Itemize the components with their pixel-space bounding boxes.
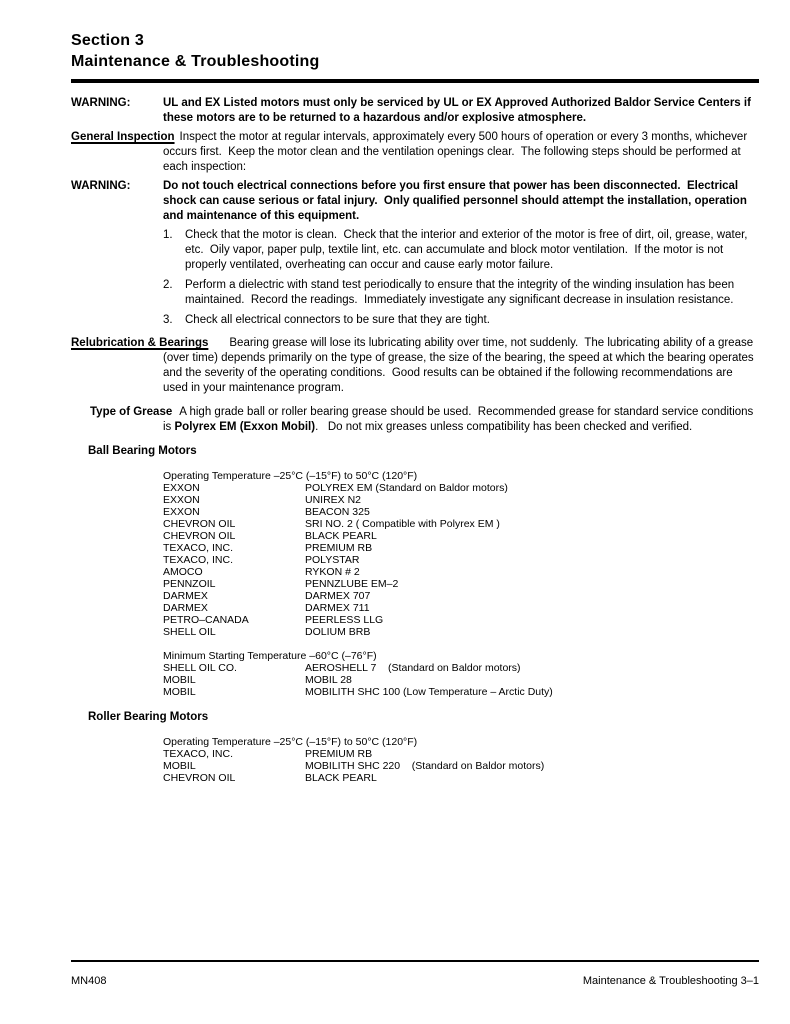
grease-company: PETRO–CANADA: [163, 614, 249, 626]
general-inspection-text: Inspect the motor at regular intervals, approximately every 500 hours of operation or every 3 months, whichever occurs first. Keep the motor clean and the ventilation openings clear. The following steps should be performed at each inspection:: [163, 131, 751, 173]
type-of-grease-text-bold: Polyrex EM (Exxon Mobil): [174, 421, 316, 433]
grease-product: AEROSHELL 7 (Standard on Baldor motors): [305, 662, 521, 674]
roller-bearing-table: [163, 736, 759, 784]
header-rule: [71, 79, 759, 83]
type-of-grease-term: Type of Grease: [90, 406, 173, 418]
grease-company: EXXON: [163, 506, 200, 518]
relubrication-text: Bearing grease will lose its lubricating ability over time, not suddenly. The lubricating ability of a grease (over time) depends primarily on the type of grease, the size of the bearing, the speed at which the bearing operates and the severity of the operating conditions. Good results can be obtained if the following recommendations are used in your maintenance program.: [163, 337, 757, 394]
grease-product: BEACON 325: [305, 506, 370, 518]
grease-company: CHEVRON OIL: [163, 772, 236, 784]
grease-row: [163, 506, 759, 518]
roller-bearing-operating-temp: Operating Temperature –25°C (–15°F) to 50°C (120°F): [163, 736, 418, 748]
grease-row: [163, 482, 759, 494]
inspection-step: [163, 278, 759, 308]
grease-product: RYKON # 2: [305, 566, 360, 578]
grease-product: UNIREX N2: [305, 494, 362, 506]
grease-row: [163, 674, 759, 686]
grease-product: SRI NO. 2 ( Compatible with Polyrex EM ): [305, 518, 500, 530]
footer-doc-number: MN408: [71, 975, 107, 987]
grease-row: [163, 686, 759, 698]
grease-company: EXXON: [163, 482, 200, 494]
grease-product: MOBIL 28: [305, 674, 352, 686]
ball-bearing-operating-temp: Operating Temperature –25°C (–15°F) to 50°C (120°F): [163, 470, 418, 482]
step-number: 2.: [163, 279, 173, 291]
grease-row: [163, 760, 759, 772]
grease-row: [163, 494, 759, 506]
relubrication-paragraph: [71, 336, 759, 396]
ball-bearing-grease-rows: [163, 482, 759, 638]
warning-block-2: [71, 179, 759, 224]
grease-company: PENNZOIL: [163, 578, 216, 590]
step-number: 1.: [163, 229, 173, 241]
inspection-step: [163, 313, 759, 328]
section-label: Section 3: [71, 32, 144, 49]
step-text: Perform a dielectric with stand test periodically to ensure that the integrity of the winding insulation has been maintained. Record the readings. Immediately investigate any significant decrease in insulation resistance.: [185, 279, 738, 306]
step-number: 3.: [163, 314, 173, 326]
grease-product: DARMEX 711: [305, 602, 370, 614]
grease-company: EXXON: [163, 494, 200, 506]
inspection-steps-list: [163, 228, 759, 328]
grease-product: MOBILITH SHC 100 (Low Temperature – Arctic Duty): [305, 686, 553, 698]
grease-company: SHELL OIL: [163, 626, 216, 638]
grease-product: PREMIUM RB: [305, 542, 373, 554]
footer-rule: [71, 960, 759, 962]
grease-product: POLYSTAR: [305, 554, 360, 566]
grease-row: [163, 554, 759, 566]
grease-company: AMOCO: [163, 566, 203, 578]
grease-row: [163, 566, 759, 578]
grease-company: TEXACO, INC.: [163, 542, 234, 554]
step-text: Check that the motor is clean. Check that the interior and exterior of the motor is free of dirt, oil, grease, water, etc. Oily vapor, paper pulp, textile lint, etc. can accumulate and block motor ventilation. If the motor is not properly ventilated, overheating can occur and cause early motor failure.: [185, 229, 751, 271]
warning-2-text: Do not touch electrical connections before you first ensure that power has been disconnected. Electrical shock can cause serious or fatal injury. Only qualified personnel should attempt the installation, operation and maintenance of this equipment.: [163, 180, 751, 222]
grease-company: MOBIL: [163, 760, 196, 772]
grease-row: [163, 590, 759, 602]
grease-row: [163, 748, 759, 760]
grease-row: [163, 662, 759, 674]
roller-bearing-heading: Roller Bearing Motors: [88, 711, 209, 723]
low-temp-grease-rows: [163, 662, 759, 698]
grease-company: DARMEX: [163, 602, 208, 614]
grease-product: DOLIUM BRB: [305, 626, 371, 638]
type-of-grease-text-after: . Do not mix greases unless compatibility has been checked and verified.: [315, 421, 693, 433]
grease-row: [163, 614, 759, 626]
page-content: [71, 96, 759, 784]
grease-company: SHELL OIL CO.: [163, 662, 237, 674]
type-of-grease-text-before: A high grade ball or roller bearing grease should be used. Recommended grease for standard service conditions is: [163, 406, 757, 433]
footer-text-row: [71, 975, 759, 987]
grease-row: [163, 518, 759, 530]
grease-product: DARMEX 707: [305, 590, 371, 602]
grease-row: [163, 772, 759, 784]
general-inspection-term: General Inspection: [71, 131, 175, 143]
grease-company: MOBIL: [163, 686, 196, 698]
roller-bearing-grease-rows: [163, 748, 759, 784]
grease-company: TEXACO, INC.: [163, 554, 234, 566]
ball-bearing-table: [163, 470, 759, 698]
grease-product: PEERLESS LLG: [305, 614, 384, 626]
grease-company: TEXACO, INC.: [163, 748, 234, 760]
step-text: Check all electrical connectors to be sure that they are tight.: [185, 314, 490, 326]
grease-product: PREMIUM RB: [305, 748, 373, 760]
relubrication-term: Relubrication & Bearings: [71, 337, 209, 349]
grease-company: CHEVRON OIL: [163, 518, 236, 530]
warning-block-1: [71, 96, 759, 126]
min-starting-temp: Minimum Starting Temperature –60°C (–76°F): [163, 650, 377, 662]
ball-bearing-heading: Ball Bearing Motors: [88, 445, 197, 457]
grease-product: BLACK PEARL: [305, 772, 377, 784]
page-footer: [71, 960, 759, 987]
warning-2-label: WARNING:: [71, 180, 131, 192]
grease-row: [163, 578, 759, 590]
general-inspection-paragraph: [71, 130, 759, 175]
grease-row: [163, 602, 759, 614]
warning-1-text: UL and EX Listed motors must only be serviced by UL or EX Approved Authorized Baldor Service Centers if these motors are to be returned to a hazardous and/or explosive atmosphere.: [163, 97, 755, 124]
grease-row: [163, 530, 759, 542]
grease-row: [163, 542, 759, 554]
grease-product: BLACK PEARL: [305, 530, 377, 542]
grease-company: DARMEX: [163, 590, 208, 602]
grease-product: MOBILITH SHC 220 (Standard on Baldor motors): [305, 760, 545, 772]
grease-product: PENNZLUBE EM–2: [305, 578, 399, 590]
page-title: Maintenance & Troubleshooting: [71, 53, 320, 70]
inspection-step: [163, 228, 759, 273]
page-header: [71, 30, 759, 83]
grease-company: CHEVRON OIL: [163, 530, 236, 542]
grease-product: POLYREX EM (Standard on Baldor motors): [305, 482, 508, 494]
type-of-grease-paragraph: [71, 405, 759, 435]
footer-page-label: Maintenance & Troubleshooting 3–1: [582, 975, 759, 987]
grease-company: MOBIL: [163, 674, 196, 686]
grease-row: [163, 626, 759, 638]
warning-1-label: WARNING:: [71, 97, 131, 109]
